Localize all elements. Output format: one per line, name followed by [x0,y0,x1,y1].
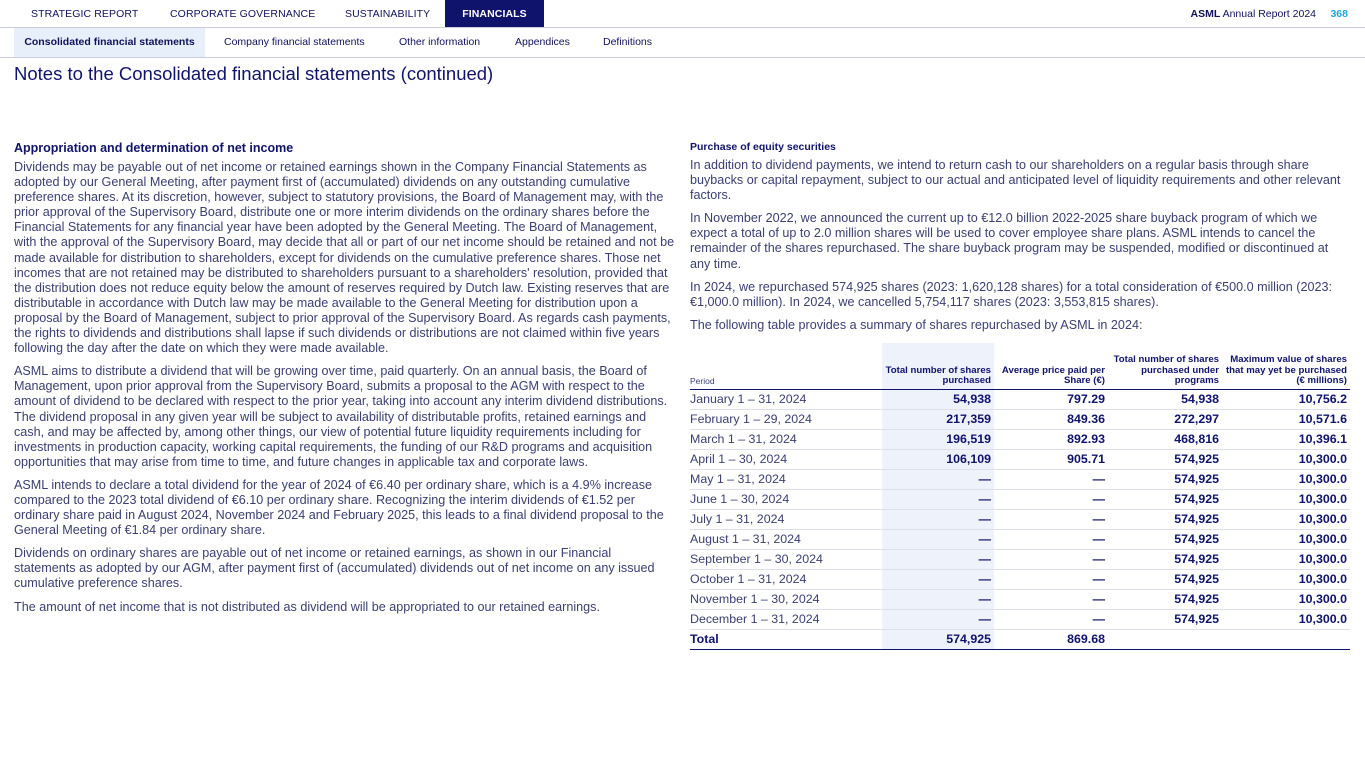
table-row [690,549,1350,569]
total-shares-cell: — [882,489,994,509]
period-cell: March 1 – 31, 2024 [690,429,882,449]
shares-repurchased-table [690,343,1350,650]
period-cell: October 1 – 31, 2024 [690,569,882,589]
period-cell: January 1 – 31, 2024 [690,389,882,409]
maximum-value-cell: 10,300.0 [1222,449,1350,469]
subtab-consolidated-financial-statements[interactable]: Consolidated financial statements [14,28,205,57]
table-row [690,469,1350,489]
column-header-period: Period [690,343,882,389]
table-header-row [690,343,1350,389]
period-cell: August 1 – 31, 2024 [690,529,882,549]
maximum-value-cell: 10,300.0 [1222,509,1350,529]
maximum-value-cell: 10,756.2 [1222,389,1350,409]
maximum-value-cell: 10,300.0 [1222,569,1350,589]
period-cell: February 1 – 29, 2024 [690,409,882,429]
maximum-value-cell [1222,629,1350,649]
table-body [690,389,1350,649]
maximum-value-cell: 10,300.0 [1222,549,1350,569]
paragraph: Dividends may be payable out of net income or retained earnings shown in the Company Financial Statements as adopted by our General Meeting, after payment first of (accumulated) dividends on any outstanding cumulative preference shares. At its discretion, however, subject to statutory provisions, the Board of Management may, with the prior approval of the Supervisory Board, distribute one or more interim dividends on the ordinary shares before the Financial Statements for any financial year have been adopted by the General Meeting. The Board of Management, with the approval of the Supervisory Board, may decide that all or part of our net income should be retained and not be made available for distribution to shareholders, except for dividends on the cumulative preference shares. Those net incomes that are not retained may be distributed to shareholders pursuant to a shareholders' resolution, provided that the distribution does not reduce equity below the amount of reserves required by Dutch law. Existing reserves that are distributable in accordance with Dutch law may be made available to the General Meeting for distribution upon a proposal by the Board of Management, subject to prior approval of the Supervisory Board. As regards cash payments, the rights to dividends and distributions shall lapse if such dividends or distributions are not claimed within five years following the day after the date on which they were made available. [14,160,675,356]
total-shares-cell: 106,109 [882,449,994,469]
period-cell: November 1 – 30, 2024 [690,589,882,609]
total-shares-cell: — [882,509,994,529]
shares-under-programs-cell: 574,925 [1108,449,1222,469]
total-shares-cell: 196,519 [882,429,994,449]
paragraph: In November 2022, we announced the current up to €12.0 billion 2022-2025 share buyback program of which we expect a total of up to 2.0 million shares will be used to cover employee share plans. ASML intends to cancel the remainder of the shares repurchased. The share buyback program may be suspended, modified or discontinued at any time. [690,211,1329,271]
brand-name: ASML [1190,8,1221,20]
shares-under-programs-cell: 574,925 [1108,489,1222,509]
total-shares-cell: — [882,569,994,589]
paragraph: The following table provides a summary of shares repurchased by ASML in 2024: [690,317,1143,332]
average-price-cell: 905.71 [994,449,1108,469]
total-shares-cell: 574,925 [882,629,994,649]
period-cell: December 1 – 31, 2024 [690,609,882,629]
average-price-cell: — [994,529,1108,549]
paragraph: In addition to dividend payments, we intend to return cash to our shareholders on a regular basis through share buybacks or capital repayment, subject to our actual and anticipated level of liquidity requirements and other relevant factors. [690,158,1341,203]
table-row [690,569,1350,589]
shares-under-programs-cell: 574,925 [1108,469,1222,489]
total-shares-cell: 54,938 [882,389,994,409]
average-price-cell: 849.36 [994,409,1108,429]
page-title: Notes to the Consolidated financial statements (continued) [14,63,494,84]
average-price-cell: 892.93 [994,429,1108,449]
maximum-value-cell: 10,300.0 [1222,469,1350,489]
shares-under-programs-cell: 574,925 [1108,549,1222,569]
period-cell: April 1 – 30, 2024 [690,449,882,469]
average-price-cell: 869.68 [994,629,1108,649]
column-header-maximum-value: Maximum value of shares that may yet be purchased (€ millions) [1222,343,1350,389]
maximum-value-cell: 10,396.1 [1222,429,1350,449]
table-row [690,509,1350,529]
maximum-value-cell: 10,300.0 [1222,589,1350,609]
page-number: 368 [1330,8,1348,20]
paragraph: The amount of net income that is not distributed as dividend will be appropriated to our retained earnings. [14,599,600,614]
shares-under-programs-cell: 54,938 [1108,389,1222,409]
period-cell: Total [690,629,882,649]
tab-financials[interactable]: FINANCIALS [445,0,544,27]
average-price-cell: — [994,489,1108,509]
average-price-cell: 797.29 [994,389,1108,409]
subtab-company-financial-statements[interactable]: Company financial statements [224,36,365,48]
paragraph: Dividends on ordinary shares are payable out of net income or retained earnings, as shown in our Financial statements as adopted by our AGM, after payment first of (accumulated) dividends out of net income on any issued cumulative preference shares. [14,546,655,591]
section-heading-net-income: Appropriation and determination of net income [14,141,294,155]
table-row [690,489,1350,509]
average-price-cell: — [994,469,1108,489]
shares-under-programs-cell: 272,297 [1108,409,1222,429]
shares-under-programs-cell: 574,925 [1108,529,1222,549]
period-cell: May 1 – 31, 2024 [690,469,882,489]
table-row [690,389,1350,409]
table-total-row [690,629,1350,649]
maximum-value-cell: 10,300.0 [1222,609,1350,629]
table-row [690,429,1350,449]
total-shares-cell: — [882,469,994,489]
average-price-cell: — [994,589,1108,609]
column-header-shares-under-programs: Total number of shares purchased under programs [1108,343,1222,389]
tab-sustainability[interactable]: SUSTAINABILITY [345,8,431,20]
shares-under-programs-cell: 574,925 [1108,509,1222,529]
tab-corporate-governance[interactable]: CORPORATE GOVERNANCE [170,8,316,20]
maximum-value-cell: 10,300.0 [1222,529,1350,549]
subtab-other-information[interactable]: Other information [399,36,481,48]
report-brand[interactable] [1191,0,1317,28]
period-cell: September 1 – 30, 2024 [690,549,882,569]
brand-title: Annual Report 2024 [1222,8,1316,20]
column-header-total-shares: Total number of shares purchased [882,343,994,389]
subtab-appendices[interactable]: Appendices [515,36,570,48]
section-heading-equity-securities: Purchase of equity securities [690,141,836,153]
average-price-cell: — [994,509,1108,529]
shares-under-programs-cell: 574,925 [1108,609,1222,629]
total-shares-cell: — [882,549,994,569]
subtab-definitions[interactable]: Definitions [603,36,653,48]
table-row [690,409,1350,429]
period-cell: July 1 – 31, 2024 [690,509,882,529]
right-column [690,141,1350,341]
average-price-cell: — [994,549,1108,569]
total-shares-cell: 217,359 [882,409,994,429]
table-row [690,589,1350,609]
shares-under-programs-cell: 468,816 [1108,429,1222,449]
period-cell: June 1 – 30, 2024 [690,489,882,509]
total-shares-cell: — [882,589,994,609]
shares-under-programs-cell: 574,925 [1108,569,1222,589]
sub-navigation [0,28,1365,58]
paragraph: ASML intends to declare a total dividend for the year of 2024 of €6.40 per ordinary share, which is a 4.9% increase compared to the 2023 total dividend of €6.10 per ordinary share. Recognizing the interim dividends of €1.52 per ordinary share paid in August 2024, November 2024 and February 2025, this leads to a final dividend proposal to the General Meeting of €1.84 per ordinary share. [14,477,664,538]
paragraph: In 2024, we repurchased 574,925 shares (2023: 1,620,128 shares) for a total consideration of €500.0 million (2023: €1,000.0 million). In 2024, we cancelled 5,754,117 shares (2023: 3,553,815 shares). [690,279,1332,309]
maximum-value-cell: 10,300.0 [1222,489,1350,509]
shares-under-programs-cell [1108,629,1222,649]
average-price-cell: — [994,569,1108,589]
paragraph: ASML aims to distribute a dividend that will be growing over time, paid quarterly. On an annual basis, the Board of Management, upon prior approval from the Supervisory Board, submits a proposal to the AGM with respect to the amount of dividend to be declared with respect to the prior year, taking into account any interim dividend distributions. The dividend proposal in any given year will be subject to availability of distributable profits, retained earnings and cash, and may be affected by, among other things, our view of potential future liquidity requirements including for investments in production capacity, working capital requirements, the funding of our R&D programs and acquisition opportunities that may arise from time to time, and future changes in applicable tax and corporate laws. [14,364,668,469]
column-header-average-price: Average price paid per Share (€) [994,343,1108,389]
top-navigation [0,0,1365,28]
total-shares-cell: — [882,529,994,549]
left-column [14,141,676,623]
total-shares-cell: — [882,609,994,629]
maximum-value-cell: 10,571.6 [1222,409,1350,429]
table-row [690,449,1350,469]
shares-under-programs-cell: 574,925 [1108,589,1222,609]
tab-strategic-report[interactable]: STRATEGIC REPORT [31,8,139,20]
table-row [690,609,1350,629]
table-row [690,529,1350,549]
average-price-cell: — [994,609,1108,629]
